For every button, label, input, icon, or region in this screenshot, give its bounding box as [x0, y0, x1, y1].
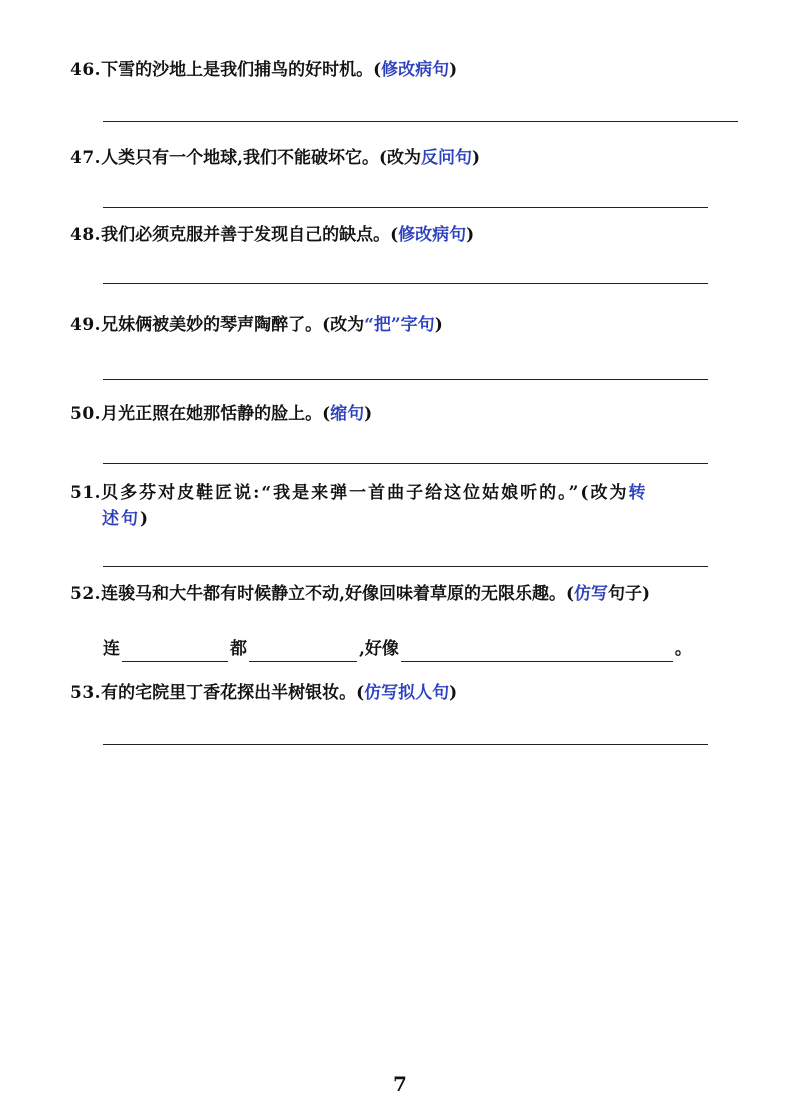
close-paren: ): [140, 509, 151, 529]
close-paren: ): [466, 225, 475, 245]
fill-in-end: 。: [674, 639, 692, 659]
question-number: 49.: [70, 315, 102, 335]
question-48: [70, 222, 474, 248]
question-text: 兄妹俩被美妙的琴声陶醉了。(改为: [101, 315, 365, 335]
question-52: [70, 581, 650, 607]
fill-in-sentence: [103, 636, 692, 662]
answer-line-51[interactable]: [103, 566, 708, 567]
question-text: 下雪的沙地上是我们捕鸟的好时机。(: [101, 60, 382, 80]
answer-line-50[interactable]: [103, 463, 708, 464]
question-46: [70, 57, 457, 83]
instruction-hint: 修改病句: [381, 60, 450, 80]
question-number: 48.: [70, 225, 102, 245]
answer-line-47[interactable]: [103, 207, 708, 208]
question-text-suffix: 句子: [608, 584, 643, 604]
question-text: 贝多芬对皮鞋匠说:“我是来弹一首曲子给这位姑娘听的。”(改为: [101, 483, 629, 503]
instruction-hint: 修改病句: [398, 225, 467, 245]
close-paren: ): [472, 148, 481, 168]
question-47: [70, 145, 480, 171]
close-paren: ): [642, 584, 651, 604]
instruction-hint: “把”字句: [364, 315, 435, 335]
close-paren: ): [434, 315, 443, 335]
question-text: 有的宅院里丁香花探出半树银妆。(: [101, 683, 365, 703]
fill-in-blank-2[interactable]: [249, 641, 357, 662]
answer-line-53[interactable]: [103, 744, 708, 745]
page-number: 7: [393, 1072, 407, 1096]
question-number: 51.: [70, 483, 102, 503]
instruction-hint-continued: 述句: [102, 509, 140, 529]
fill-in-blank-3[interactable]: [401, 641, 673, 662]
question-text: 人类只有一个地球,我们不能破坏它。(改为: [101, 148, 422, 168]
instruction-hint: 转: [628, 483, 648, 503]
instruction-hint: 仿写: [574, 584, 609, 604]
fill-in-blank-1[interactable]: [122, 641, 228, 662]
question-49: [70, 312, 443, 338]
question-text: 我们必须克服并善于发现自己的缺点。(: [101, 225, 399, 245]
instruction-hint: 反问句: [421, 148, 473, 168]
question-number: 47.: [70, 148, 102, 168]
fill-in-word-1: 连: [103, 639, 120, 659]
instruction-hint: 仿写拟人句: [364, 683, 450, 703]
question-text: 连骏马和大牛都有时候静立不动,好像回味着草原的无限乐趣。(: [101, 584, 575, 604]
close-paren: ): [449, 60, 458, 80]
answer-line-46[interactable]: [103, 121, 738, 122]
instruction-hint: 缩句: [330, 404, 365, 424]
fill-in-word-3: ,好像: [359, 639, 399, 659]
answer-line-49[interactable]: [103, 379, 708, 380]
question-51: [70, 480, 710, 532]
question-number: 52.: [70, 584, 102, 604]
question-50: [70, 401, 372, 427]
fill-in-word-2: 都: [230, 639, 247, 659]
answer-line-48[interactable]: [103, 283, 708, 284]
close-paren: ): [449, 683, 458, 703]
question-text: 月光正照在她那恬静的脸上。(: [101, 404, 331, 424]
question-number: 46.: [70, 60, 102, 80]
close-paren: ): [364, 404, 373, 424]
question-number: 53.: [70, 683, 102, 703]
question-number: 50.: [70, 404, 102, 424]
question-53: [70, 680, 457, 706]
